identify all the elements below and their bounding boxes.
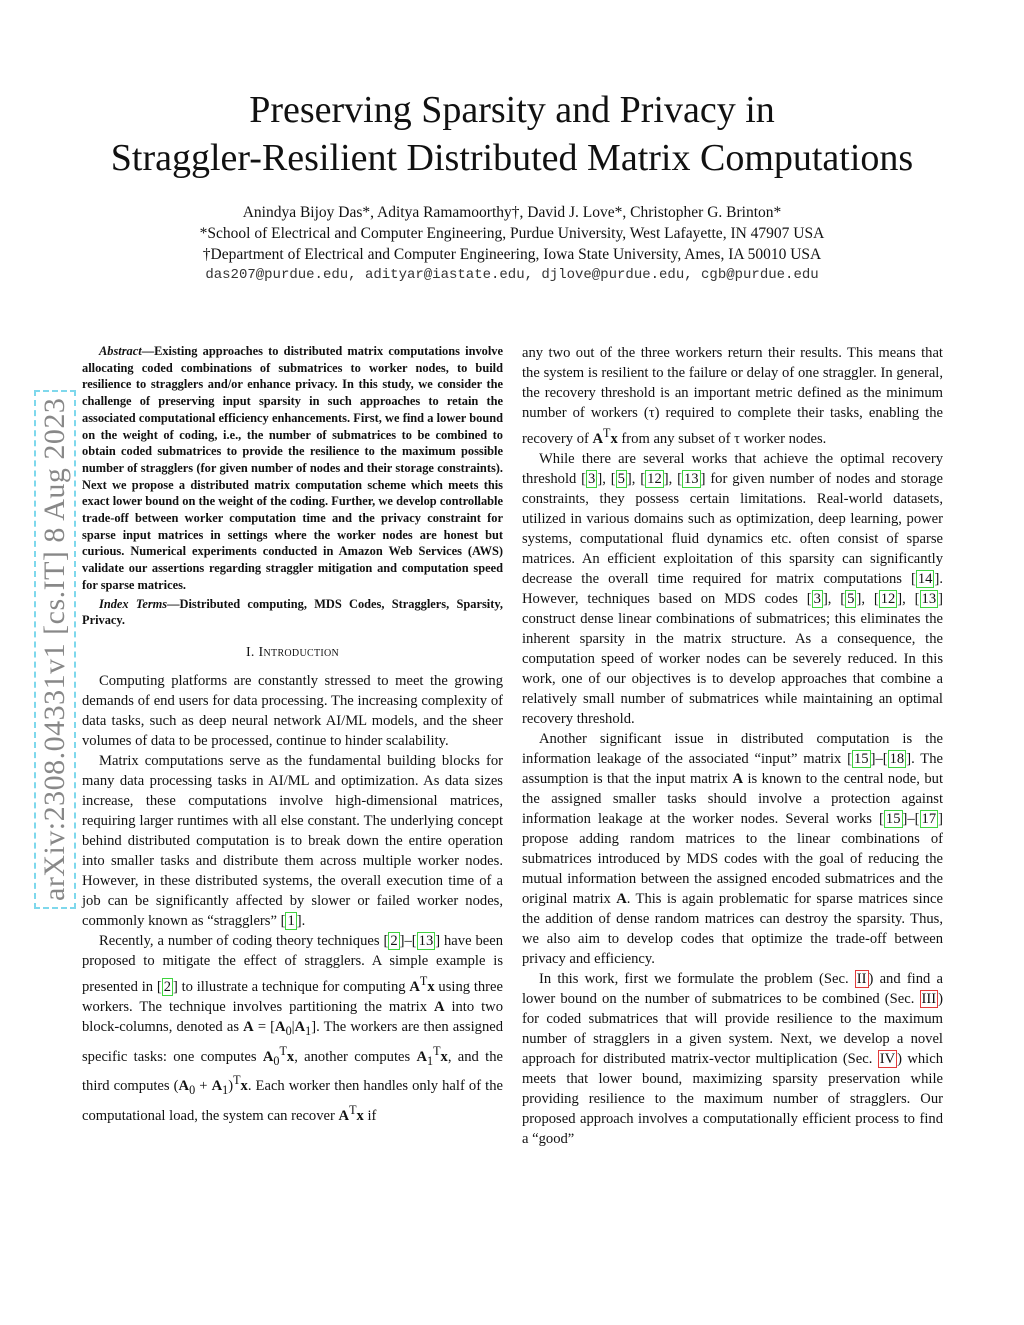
section-link[interactable]: II [856, 970, 867, 987]
section-link[interactable]: III [921, 990, 937, 1007]
intro-paragraph-1: Computing platforms are constantly stressed to meet the growing demands of end users for data processing. The increasing complexity of data tasks, such as deep neural network AI/ML models, and the sheer volumes of data to be processed, continue to hinder scalability. [82, 672, 503, 749]
intro-paragraph-2-text: Matrix computations serve as the fundamental building blocks for many data processing tasks in AI/ML and optimization. As data sizes increase, these computations involve high-dimensional matrices, requiring larger runtimes with all else constant. The underlying concept behind distributed computation is to break down the entire operation into smaller tasks and distribute them across multiple worker nodes. However, in these distributed systems, the overall execution time of a job can be significantly affected by slower or failed worker nodes, commonly known as “stragglers” [82, 752, 503, 929]
citation-link[interactable]: 5 [847, 590, 855, 607]
left-column [82, 343, 503, 1126]
citation-link[interactable]: 2 [390, 932, 398, 949]
citation-link[interactable]: 14 [917, 570, 933, 587]
index-terms-text: —Distributed computing, MDS Codes, Stragglers, Sparsity, Privacy. [82, 596, 503, 628]
author-emails: das207@purdue.edu, adityar@iastate.edu, djlove@purdue.edu, cgb@purdue.edu [205, 267, 819, 283]
citation-link[interactable]: 18 [889, 750, 905, 767]
text-run: construct dense linear combinations of submatrices; this eliminates the inherent sparsity in the matrix structure. As a consequence, the computation speed of worker nodes can be severely reduced. In this work, one of our objectives is to develop approaches that combine a relatively small number of submatrices while maintaining an optimal recovery threshold. [522, 610, 943, 727]
paper-title [0, 86, 1024, 182]
right-paragraph-2: While there are several works that achieve the optimal recovery threshold [ 3 ], [ 5 ], [ 12 ], [ 13 ] for given number of nodes and storage constraints, they possess certain limitations. Real-world datasets, utilized in various domains such as optimization, deep learning, power systems, computational fluid dynamics etc. often consist of sparse matrices. An efficient exploitation of this sparsity can significantly decrease the overall time required for matrix computations [ 14 ]. However, techniques based on MDS codes [ 3 ], [ 5 ], [ 12 ], [ 13 ] construct dense linear combinations of submatrices; this eliminates the inherent sparsity in the matrix structure. As a consequence, the computation speed of worker nodes can be severely reduced. In this work, one of our objectives is to develop approaches that combine a relatively small number of submatrices while maintaining an optimal recovery threshold. [522, 450, 943, 727]
right-paragraph-1: any two out of the three workers return their results. This means that the system is resilient to the failure or delay of one straggler. In general, the recovery threshold is an important metric defined as the minimum number of workers (τ) required to complete their tasks, enabling the recovery of $A^Tx$ from any subset of τ worker nodes. [522, 345, 943, 447]
citation-link[interactable]: 15 [854, 750, 869, 767]
text-run: ) which meets that lower bound, maximizing sparsity preservation while providing resilience to the maximum number of stragglers. Our proposed approach involves a computationally efficient process to find a “good” [522, 1050, 943, 1147]
citation-link[interactable]: 2 [163, 978, 171, 995]
citation-link[interactable]: 13 [683, 470, 699, 487]
abstract-label: Abstract [99, 344, 142, 358]
text-run: for given number of nodes and storage constraints, they possess certain limitations. Real-world datasets, utilized in various domains such as optimization, deep learning, power systems, computational fluid dynamics etc. often consist of sparse matrices. An efficient exploitation of this sparsity can significantly decrease the overall time required for matrix computations [522, 470, 943, 587]
citation-link[interactable]: 5 [617, 470, 625, 487]
text-run: ) and find a lower bound on the number of submatrices to be combined (Sec. [522, 970, 943, 1007]
text-run: from any subset of τ worker nodes. [617, 430, 827, 447]
abstract [82, 343, 503, 594]
section-link[interactable]: IV [879, 1050, 896, 1067]
index-terms-label: Index Terms [99, 596, 168, 611]
affiliation-purdue: *School of Electrical and Computer Engineering, Purdue University, West Lafayette, IN 47907 USA [199, 225, 825, 242]
citation-link[interactable]: 1 [287, 912, 295, 929]
citation-link[interactable]: 3 [588, 470, 596, 487]
intro-paragraph-3: Recently, a number of coding theory techniques [ 2 ]–[ 13 ] have been proposed to mitigate the effect of stragglers. A simple example is presented in [ 2 ] to illustrate a technique for computing $A^Tx$ using three workers. The technique involves partitioning the matrix A into two block-columns, denoted as $A = [A_0|A_1]$. The workers are then assigned specific tasks: one computes $A_0^Tx$, another computes $A_1^Tx$, and the third computes $(A_0 + A_1)^Tx$. Each worker then handles only half of the computational load, the system can recover $A^Tx$ if [82, 932, 504, 1125]
title-line-1: Preserving Sparsity and Privacy in [249, 89, 775, 131]
citation-link[interactable]: 12 [647, 470, 662, 487]
citation-link[interactable]: 13 [418, 932, 434, 949]
author-block [0, 202, 1024, 286]
citation-link[interactable]: 13 [921, 590, 937, 607]
text-run: ) for coded submatrices that will provide resilience to the maximum number of stragglers in a given system. Next, we develop a novel approach for distributed matrix-vector multiplication (Sec. [522, 990, 943, 1067]
citation-link[interactable]: 3 [813, 590, 821, 607]
right-paragraph-3: Another significant issue in distributed computation is the information leakage of the associated “input” matrix [ 15 ]–[ 18 ]. The assumption is that the input matrix A is known to the central node, but the assigned smaller tasks should involve a protection against information leakage at the worker nodes. Several works [ 15 ]–[ 17 ] propose adding random matrices to the linear combinations of submatrices introduced by MDS codes with the goal of reducing the mutual information between the assigned encoded submatrices and the original matrix A. This is again problematic for sparse matrices since the addition of dense random matrices can destroy the sparsity. Thus, we also aim to develop codes that optimize the trade-off between privacy and efficiency. [522, 730, 943, 967]
abstract-text: —Existing approaches to distributed matrix computations involve allocating coded combinations of submatrices to worker nodes, to build resilience to stragglers and/or enhance privacy. In this study, we consider the challenge of preserving input sparsity in such approaches to retain the associated computational efficiency enhancements. First, we find a lower bound on the weight of coding, i.e., the number of submatrices to be combined to obtain coded submatrices to provide the resilience to the maximum possible number of stragglers (for given number of nodes and their storage constraints). Next we propose a distributed matrix computation scheme which meets this exact lower bound on the weight of the coding. Further, we develop controllable trade-off between worker computation time and the privacy constraint for sparse input matrices in settings where the worker nodes are honest but curious. Numerical experiments conducted in Amazon Web Services (AWS) validate our assertions regarding straggler mitigation and computation speed for sparse matrices. [82, 344, 503, 592]
affiliation-iowa: †Department of Electrical and Computer Engineering, Iowa State University, Ames, IA 50010 USA [202, 246, 822, 263]
text-run: any two out of the three workers return their results. This means that the system is resilient to the failure or delay of one straggler. In general, the recovery threshold is an important metric defined as the minimum number of workers (τ) required to complete their tasks, enabling the recovery of [522, 345, 943, 447]
text-run: Another significant issue in distributed computation is the information leakage of the associated “input” matrix [522, 730, 943, 767]
citation-link[interactable]: 12 [880, 590, 896, 607]
text-run: . The assumption is that the input matrix [522, 750, 943, 787]
text-run: In this work, first we formulate the problem (Sec. [539, 970, 849, 987]
section-number: I. [245, 644, 255, 660]
section-heading-introduction [82, 643, 503, 663]
text-run: propose adding random matrices to the linear combinations of submatrices introduced by MDS codes with the goal of reducing the mutual information between the assigned encoded submatrices and the original matrix [522, 830, 943, 907]
section-title: Introduction [258, 644, 340, 660]
right-paragraph-4 [522, 969, 943, 1149]
index-terms [82, 596, 503, 629]
text-run: . This is again problematic for sparse matrices since the addition of dense random matrices can destroy the sparsity. Thus, we also aim to develop codes that optimize the trade-off between privacy and efficiency. [522, 890, 943, 967]
arxiv-identifier[interactable]: arXiv:2308.04331v1 [cs.IT] 8 Aug 2023 [34, 390, 76, 909]
text-run: is known to the central node, but the assigned smaller tasks should involve a protection against information leakage at the worker nodes. Several works [522, 770, 943, 827]
intro-paragraph-2: Matrix computations serve as the fundamental building blocks for many data processing tasks in AI/ML and optimization. As data sizes increase, these computations involve high-dimensional matrices, requiring larger runtimes with all else constant. The underlying concept behind distributed computation is to break down the entire operation into smaller tasks and distribute them across multiple worker nodes. However, in these distributed systems, the overall execution time of a job can be significantly affected by slower or failed worker nodes, commonly known as “stragglers” [ 1 ]. [82, 752, 503, 929]
author-list: Anindya Bijoy Das*, Aditya Ramamoorthy†, David J. Love*, Christopher G. Brinton* [242, 204, 782, 221]
citation-link[interactable]: 15 [885, 810, 901, 827]
citation-link[interactable]: 17 [921, 810, 937, 827]
title-line-2: Straggler-Resilient Distributed Matrix Computations [110, 137, 914, 179]
text-run: . However, techniques based on MDS codes [522, 570, 943, 607]
right-column [522, 343, 943, 1149]
